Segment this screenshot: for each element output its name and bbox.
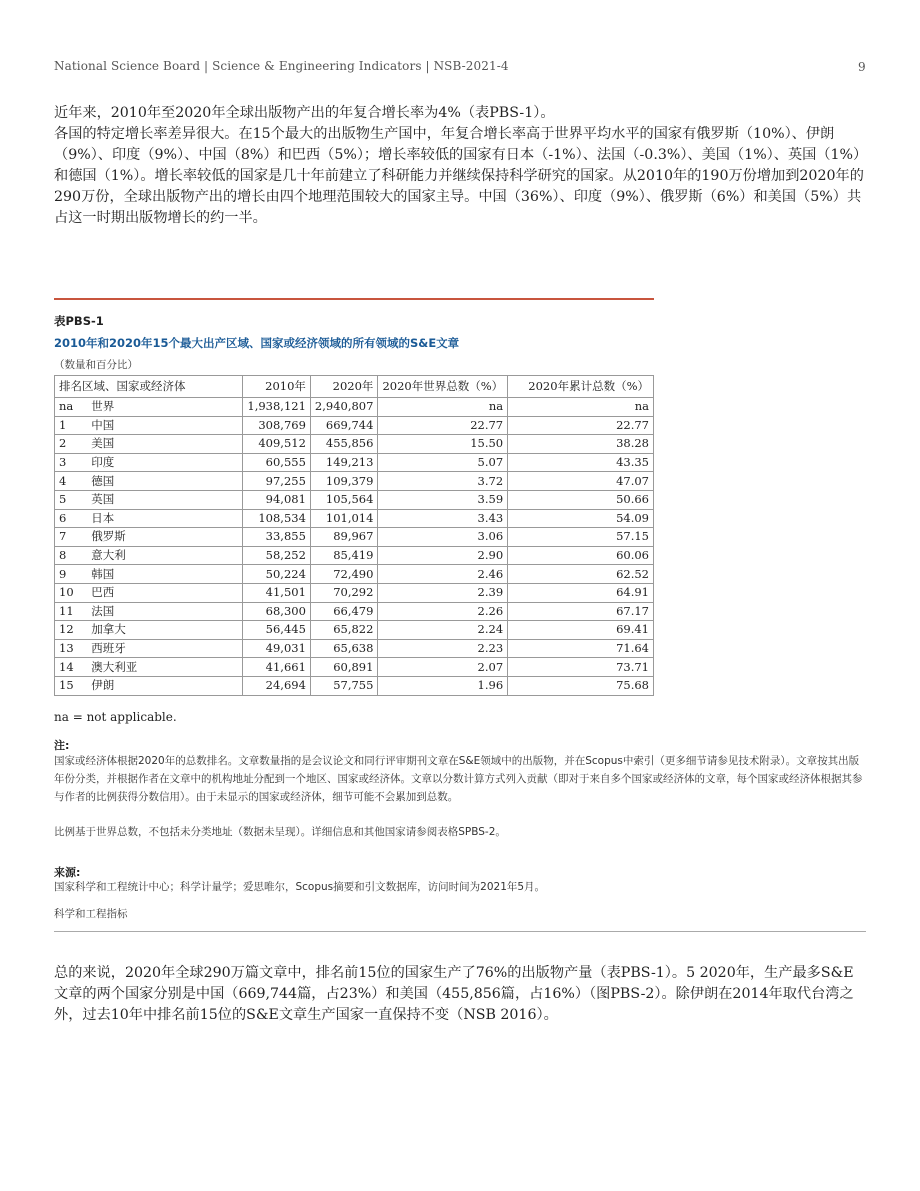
table-row — [55, 490, 654, 509]
cumulative-share-cell: 60.06 — [508, 546, 654, 565]
world-share-cell: 22.77 — [378, 416, 508, 435]
rank-cell: 11 — [55, 602, 88, 621]
rank-cell: 7 — [55, 528, 88, 547]
value-2010-cell: 409,512 — [243, 435, 311, 454]
region-name-cell: 伊朗 — [87, 676, 243, 695]
table-row — [55, 472, 654, 491]
header-world-share: 2020年世界总数（%） — [378, 376, 508, 398]
value-2020-cell: 455,856 — [310, 435, 378, 454]
table-label: 表PBS-1 — [54, 314, 104, 328]
rank-cell: 9 — [55, 565, 88, 584]
world-share-cell: 2.07 — [378, 658, 508, 677]
rank-cell: 15 — [55, 676, 88, 695]
region-name-cell: 印度 — [87, 453, 243, 472]
cumulative-share-cell: 73.71 — [508, 658, 654, 677]
table-row — [55, 528, 654, 547]
rank-cell: 6 — [55, 509, 88, 528]
header-2020: 2020年 — [310, 376, 378, 398]
world-share-cell: 3.06 — [378, 528, 508, 547]
rank-cell: 2 — [55, 435, 88, 454]
world-share-cell: 1.96 — [378, 676, 508, 695]
value-2010-cell: 56,445 — [243, 621, 311, 640]
cumulative-share-cell: 71.64 — [508, 639, 654, 658]
world-share-cell: na — [378, 398, 508, 417]
cumulative-share-cell: 47.07 — [508, 472, 654, 491]
rank-cell: na — [55, 398, 88, 417]
region-name-cell: 俄罗斯 — [87, 528, 243, 547]
value-2010-cell: 33,855 — [243, 528, 311, 547]
value-2020-cell: 65,822 — [310, 621, 378, 640]
cumulative-share-cell: 64.91 — [508, 583, 654, 602]
intro-paragraph-1: 近年来，2010年至2020年全球出版物产出的年复合增长率为4%（表PBS-1）。 — [54, 105, 555, 121]
intro-paragraph-2: 各国的特定增长率差异很大。在15个最大的出版物生产国中，年复合增长率高于世界平均水平的国家有俄罗斯（10%）、伊朗（9%）、印度（9%）、中国（8%）和巴西（5%）；增长率较低的国家有日本（-1%）、法国（-0.3%）、美国（1%）、英国（1%）和德国（1%）。增长率较低的国家是几十年前建立了科研能力并继续保持科学研究的国家。从2010年的190万份增加到2020年的290万份，全球出版物产出的增长由四个地理范围较大的国家主导。中国（36%）、印度（9%）、俄罗斯（6%）和美国（5%）共占这一时期出版物增长的约一半。 — [54, 126, 864, 226]
value-2020-cell: 105,564 — [310, 490, 378, 509]
value-2020-cell: 65,638 — [310, 639, 378, 658]
table-row — [55, 509, 654, 528]
value-2020-cell: 149,213 — [310, 453, 378, 472]
region-name-cell: 意大利 — [87, 546, 243, 565]
cumulative-share-cell: 43.35 — [508, 453, 654, 472]
closing-text — [54, 963, 866, 1026]
rank-cell: 8 — [55, 546, 88, 565]
region-name-cell: 法国 — [87, 602, 243, 621]
rank-cell: 12 — [55, 621, 88, 640]
value-2020-cell: 89,967 — [310, 528, 378, 547]
world-share-cell: 2.46 — [378, 565, 508, 584]
table-row — [55, 453, 654, 472]
running-head: National Science Board | Science & Engineering Indicators | NSB-2021-4 — [54, 59, 509, 73]
rank-cell: 4 — [55, 472, 88, 491]
value-2010-cell: 50,224 — [243, 565, 311, 584]
cumulative-share-cell: 22.77 — [508, 416, 654, 435]
value-2020-cell: 85,419 — [310, 546, 378, 565]
value-2010-cell: 68,300 — [243, 602, 311, 621]
rank-cell: 14 — [55, 658, 88, 677]
region-name-cell: 加拿大 — [87, 621, 243, 640]
value-2020-cell: 101,014 — [310, 509, 378, 528]
rank-cell: 3 — [55, 453, 88, 472]
table-row — [55, 546, 654, 565]
value-2020-cell: 72,490 — [310, 565, 378, 584]
notes-paragraph-1: 国家或经济体根据2020年的总数排名。文章数量指的是会议论文和同行评审期刊文章在S&E领域中的出版物，并在Scopus中索引（更多细节请参见技术附录）。文章按其出版年份分类，并根据作者在文章中的机构地址分配到一个地区、国家或经济体。文章以分数计算方式列入贡献（即对于来自多个国家或经济体的文章，每个国家或经济体根据其参与作者的比例获得分数信用）。由于未显示的国家或经济体，细节可能不会累加到总数。 — [54, 755, 863, 803]
intro-text — [54, 103, 866, 229]
header-rank-region: 排名区域、国家或经济体 — [55, 376, 243, 398]
table-title: 2010年和2020年15个最大出产区域、国家或经济领域的所有领域的S&E文章 — [54, 336, 460, 350]
world-share-cell: 2.39 — [378, 583, 508, 602]
world-share-cell: 2.90 — [378, 546, 508, 565]
region-name-cell: 德国 — [87, 472, 243, 491]
rank-cell: 10 — [55, 583, 88, 602]
cumulative-share-cell: 67.17 — [508, 602, 654, 621]
value-2020-cell: 70,292 — [310, 583, 378, 602]
value-2010-cell: 58,252 — [243, 546, 311, 565]
cumulative-share-cell: 69.41 — [508, 621, 654, 640]
value-2020-cell: 669,744 — [310, 416, 378, 435]
world-share-cell: 2.26 — [378, 602, 508, 621]
cumulative-share-cell: 38.28 — [508, 435, 654, 454]
publications-table — [54, 375, 654, 696]
table-row — [55, 416, 654, 435]
section-divider — [54, 931, 866, 932]
world-share-cell: 3.43 — [378, 509, 508, 528]
value-2020-cell: 57,755 — [310, 676, 378, 695]
region-name-cell: 巴西 — [87, 583, 243, 602]
region-name-cell: 世界 — [87, 398, 243, 417]
table-row — [55, 639, 654, 658]
value-2010-cell: 49,031 — [243, 639, 311, 658]
region-name-cell: 韩国 — [87, 565, 243, 584]
world-share-cell: 2.23 — [378, 639, 508, 658]
source-label: 来源: — [54, 866, 81, 879]
value-2010-cell: 1,938,121 — [243, 398, 311, 417]
value-2010-cell: 308,769 — [243, 416, 311, 435]
cumulative-share-cell: 50.66 — [508, 490, 654, 509]
table-row — [55, 583, 654, 602]
header-cumulative: 2020年累计总数（%） — [508, 376, 654, 398]
region-name-cell: 美国 — [87, 435, 243, 454]
world-share-cell: 2.24 — [378, 621, 508, 640]
cumulative-share-cell: 54.09 — [508, 509, 654, 528]
rank-cell: 5 — [55, 490, 88, 509]
region-name-cell: 中国 — [87, 416, 243, 435]
table-header-row — [55, 376, 654, 398]
region-name-cell: 澳大利亚 — [87, 658, 243, 677]
world-share-cell: 3.72 — [378, 472, 508, 491]
footer-label: 科学和工程指标 — [54, 908, 128, 920]
table-row — [55, 565, 654, 584]
world-share-cell: 3.59 — [378, 490, 508, 509]
value-2010-cell: 60,555 — [243, 453, 311, 472]
value-2020-cell: 109,379 — [310, 472, 378, 491]
world-share-cell: 15.50 — [378, 435, 508, 454]
table-row — [55, 398, 654, 417]
table-row — [55, 621, 654, 640]
region-name-cell: 西班牙 — [87, 639, 243, 658]
rank-cell: 1 — [55, 416, 88, 435]
value-2010-cell: 24,694 — [243, 676, 311, 695]
value-2010-cell: 41,661 — [243, 658, 311, 677]
header-2010: 2010年 — [243, 376, 311, 398]
table-row — [55, 658, 654, 677]
cumulative-share-cell: na — [508, 398, 654, 417]
rank-cell: 13 — [55, 639, 88, 658]
table-accent-rule — [54, 298, 654, 300]
table-subtitle: （数量和百分比） — [54, 359, 138, 371]
value-2010-cell: 41,501 — [243, 583, 311, 602]
table-body — [55, 398, 654, 696]
cumulative-share-cell: 57.15 — [508, 528, 654, 547]
value-2020-cell: 60,891 — [310, 658, 378, 677]
value-2010-cell: 97,255 — [243, 472, 311, 491]
notes-text — [54, 752, 866, 806]
source-text: 国家科学和工程统计中心；科学计量学；爱思唯尔，Scopus摘要和引文数据库，访问时间为2021年5月。 — [54, 881, 546, 893]
notes-label: 注: — [54, 739, 70, 752]
page-number: 9 — [858, 60, 866, 74]
table-row — [55, 676, 654, 695]
na-note: na = not applicable. — [54, 710, 177, 724]
value-2010-cell: 94,081 — [243, 490, 311, 509]
value-2010-cell: 108,534 — [243, 509, 311, 528]
table-row — [55, 435, 654, 454]
region-name-cell: 日本 — [87, 509, 243, 528]
closing-paragraph: 总的来说，2020年全球290万篇文章中，排名前15位的国家生产了76%的出版物产量（表PBS-1）。5 2020年，生产最多S&E文章的两个国家分别是中国（669,744篇，占23%）和美国（455,856篇，占16%）（图PBS-2）。除伊朗在2014年取代台湾之外，过去10年中排名前15位的S&E文章生产国家一直保持不变（NSB 2016）。 — [54, 965, 854, 1023]
table-row — [55, 602, 654, 621]
region-name-cell: 英国 — [87, 490, 243, 509]
notes-paragraph-2: 比例基于世界总数，不包括未分类地址（数据未呈现）。详细信息和其他国家请参阅表格SPBS-2。 — [54, 826, 506, 838]
cumulative-share-cell: 62.52 — [508, 565, 654, 584]
value-2020-cell: 66,479 — [310, 602, 378, 621]
value-2020-cell: 2,940,807 — [310, 398, 378, 417]
world-share-cell: 5.07 — [378, 453, 508, 472]
cumulative-share-cell: 75.68 — [508, 676, 654, 695]
